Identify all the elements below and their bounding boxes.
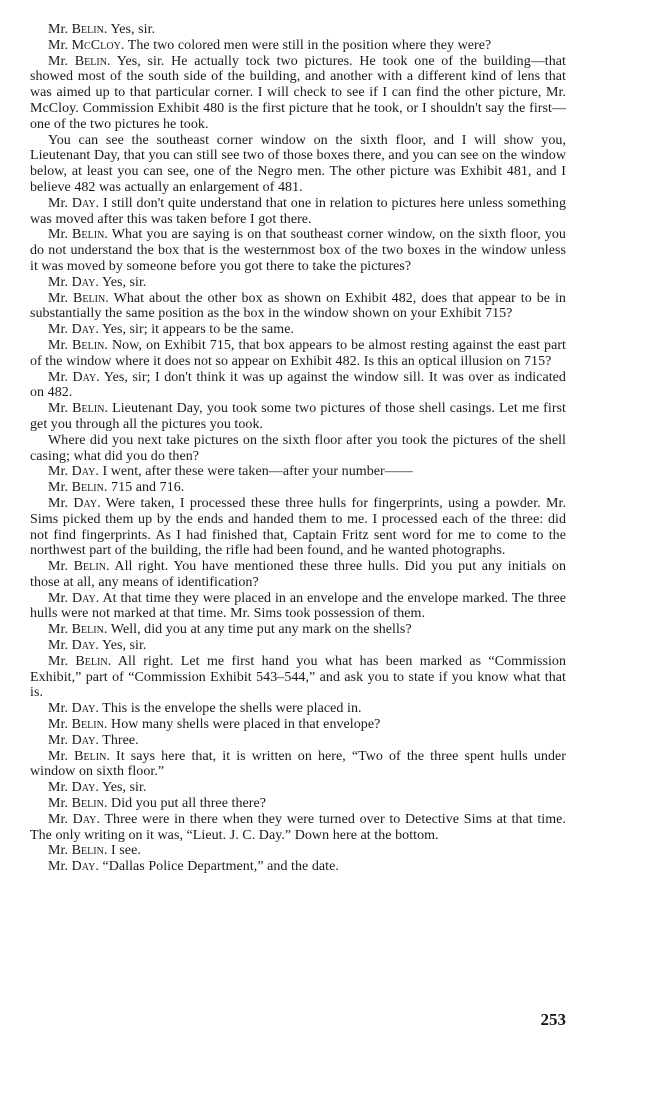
- testimony-paragraph: [30, 717, 566, 733]
- speaker-title: Mr.: [48, 717, 68, 733]
- speaker-name: Day.: [71, 732, 99, 748]
- speaker-name: Belin.: [71, 622, 108, 638]
- speaker-title: Mr.: [48, 464, 68, 480]
- speaker-name: Day.: [72, 811, 101, 827]
- speaker-name: Day.: [71, 638, 99, 654]
- testimony-paragraph: [30, 591, 566, 623]
- testimony-paragraph: [30, 227, 566, 274]
- speaker-name: Day.: [72, 369, 100, 385]
- speaker-title: Mr.: [48, 495, 68, 511]
- testimony-paragraph: [30, 401, 566, 433]
- paragraph-text: I went, after these were taken—after your number——: [102, 464, 413, 480]
- testimony-paragraph: [30, 622, 566, 638]
- testimony-paragraph: [30, 196, 566, 228]
- paragraph-text: What about the other box as shown on Exhibit 482, does that appear to be in substantially the same position as the box in the window shown on your Exhibit 715?: [30, 290, 566, 322]
- speaker-name: Day.: [71, 780, 99, 796]
- speaker-title: Mr.: [48, 480, 68, 496]
- speaker-title: Mr.: [48, 322, 68, 338]
- speaker-name: Day.: [71, 464, 99, 480]
- testimony-paragraph: [30, 796, 566, 812]
- paragraph-text: It says here that, it is written on here, “Two of the three spent hulls under window on sixth floor.”: [30, 748, 566, 780]
- speaker-title: Mr.: [48, 843, 68, 859]
- speaker-name: Belin.: [73, 559, 110, 575]
- paragraph-text: All right. You have mentioned these three hulls. Did you put any initials on those at all, any means of identification?: [30, 559, 566, 590]
- paragraph-text: Yes, sir.: [110, 22, 156, 37]
- paragraph-text: I still don't quite understand that one in relation to pictures here unless something was moved after this was taken before I got there.: [30, 195, 566, 227]
- speaker-name: Belin.: [74, 748, 110, 764]
- speaker-name: Belin.: [72, 290, 109, 306]
- speaker-title: Mr.: [48, 653, 68, 669]
- testimony-paragraph: [30, 38, 566, 54]
- speaker-name: Day.: [71, 322, 99, 338]
- speaker-name: Belin.: [72, 401, 109, 417]
- testimony-paragraph: [30, 496, 566, 559]
- paragraph-text: How many shells were placed in that envelope?: [111, 717, 381, 733]
- paragraph-text: All right. Let me first hand you what has been marked as “Commission Exhibit,” part of “Commission Exhibit 543–544,” and ask you to state if you know what that is.: [30, 653, 566, 701]
- paragraph-text: Lieutenant Day, you took some two pictures of those shell casings. Let me first get you through all the pictures you took.: [30, 401, 566, 432]
- testimony-paragraph: [30, 701, 566, 717]
- speaker-title: Mr.: [48, 622, 68, 638]
- paragraph-text: Yes, sir; I don't think it was up against the window sill. It was over as indicated on 482.: [30, 369, 566, 401]
- speaker-title: Mr.: [48, 22, 68, 37]
- paragraph-text: Were taken, I processed these three hulls for fingerprints, using a powder. Mr. Sims picked them up by the ends and handed them to me. I processed each of the three: did not find fingerprints. As I had finished that, Captain Fritz sent word for me to come to the northwest part of the building, the rifle had been found, and he wanted photographs.: [30, 495, 566, 559]
- testimony-paragraph: [30, 859, 566, 875]
- paragraph-text: Yes, sir. He actually tock two pictures. He took one of the building—that showed most of the south side of the building, and another with a different kind of lens that was aimed up to that particular corner. I will check to see if I can find the other picture, Mr. McCloy. Commission Exhibit 480 is the first picture that he took, or I shouldn't say the first—one of the two pictures he took.: [30, 53, 566, 132]
- paragraph-text: Yes, sir; it appears to be the same.: [101, 322, 295, 338]
- speaker-name: Day.: [73, 495, 101, 511]
- speaker-name: Day.: [71, 859, 99, 875]
- speaker-title: Mr.: [48, 401, 68, 417]
- speaker-title: Mr.: [48, 559, 68, 575]
- paragraph-text: Three.: [102, 732, 139, 748]
- testimony-paragraph: [30, 54, 566, 133]
- speaker-name: Belin.: [72, 337, 108, 353]
- testimony-paragraph: [30, 338, 566, 370]
- speaker-title: Mr.: [48, 274, 68, 290]
- testimony-paragraph: [30, 654, 566, 701]
- speaker-name: Belin.: [71, 22, 108, 37]
- paragraph-text: Where did you next take pictures on the sixth floor after you took the pictures of the shell casing; what did you do then?: [30, 432, 566, 464]
- speaker-name: Belin.: [71, 843, 108, 859]
- testimony-paragraph: [30, 780, 566, 796]
- paragraph-text: 715 and 716.: [111, 480, 185, 496]
- testimony-paragraph: [30, 749, 566, 781]
- paragraph-text: The two colored men were still in the position where they were?: [127, 37, 492, 53]
- testimony-paragraph: [30, 559, 566, 591]
- speaker-title: Mr.: [48, 290, 68, 306]
- speaker-name: Day.: [71, 701, 99, 717]
- speaker-title: Mr.: [48, 227, 68, 243]
- speaker-name: Belin.: [75, 653, 112, 669]
- speaker-title: Mr.: [48, 732, 68, 748]
- paragraph-text: Did you put all three there?: [111, 796, 267, 812]
- testimony-paragraph: [30, 322, 566, 338]
- speaker-name: Belin.: [74, 53, 111, 69]
- speaker-title: Mr.: [48, 748, 68, 764]
- speaker-title: Mr.: [48, 337, 68, 353]
- speaker-title: Mr.: [48, 780, 68, 796]
- speaker-name: Day.: [71, 590, 100, 606]
- paragraph-text: Yes, sir.: [101, 638, 147, 654]
- testimony-paragraph: [30, 733, 566, 749]
- paragraph-text: Well, did you at any time put any mark on the shells?: [110, 622, 412, 638]
- testimony-paragraph: [30, 464, 566, 480]
- testimony-paragraph: [30, 370, 566, 402]
- paragraph-text: Three were in there when they were turned over to Detective Sims at that time. The only writing on it was, “Lieut. J. C. Day.” Down here at the bottom.: [30, 811, 566, 843]
- page-number: 253: [540, 1010, 566, 1029]
- transcript-body: [30, 22, 566, 875]
- speaker-title: Mr.: [48, 811, 68, 827]
- testimony-paragraph: [30, 638, 566, 654]
- speaker-title: Mr.: [48, 37, 68, 53]
- testimony-paragraph: [30, 275, 566, 291]
- testimony-paragraph: [30, 22, 566, 38]
- speaker-title: Mr.: [48, 369, 68, 385]
- paragraph-text: You can see the southeast corner window on the sixth floor, and I will show you, Lieutenant Day, that you can still see two of those boxes there, and you can see on the window below, at least you can see, one of the Negro men. The other picture was Exhibit 481, and I believe 482 was actually an enlargement of 481.: [30, 132, 566, 195]
- paragraph-text: I see.: [111, 843, 141, 859]
- paragraph-text: What you are saying is on that southeast corner window, on the sixth floor, you do not understand the box that is the westernmost box of the two boxes in the window unless it was moved by someone before you got there to take the pictures?: [30, 227, 566, 274]
- speaker-title: Mr.: [48, 796, 68, 812]
- paragraph-text: At that time they were placed in an envelope and the envelope marked. The three hulls were not marked at that time. Mr. Sims took possession of them.: [30, 590, 566, 622]
- testimony-paragraph: [30, 843, 566, 859]
- testimony-paragraph: [30, 812, 566, 844]
- paragraph-text: Now, on Exhibit 715, that box appears to be almost resting against the east part of the window where it does not so appear on Exhibit 482. Is this an optical illusion on 715?: [30, 337, 566, 369]
- testimony-paragraph: [30, 291, 566, 323]
- paragraph-text: “Dallas Police Department,” and the date.: [102, 859, 339, 875]
- speaker-name: Day.: [71, 195, 100, 211]
- speaker-name: Belin.: [71, 796, 108, 812]
- paragraph-text: Yes, sir.: [101, 274, 147, 290]
- speaker-name: McCloy.: [71, 37, 125, 53]
- speaker-name: Belin.: [71, 480, 108, 496]
- speaker-name: Belin.: [71, 717, 108, 733]
- speaker-name: Day.: [71, 274, 99, 290]
- speaker-title: Mr.: [48, 590, 68, 606]
- paragraph-text: This is the envelope the shells were placed in.: [102, 701, 362, 717]
- continuation-paragraph: [30, 433, 566, 465]
- paragraph-text: Yes, sir.: [101, 780, 147, 796]
- speaker-title: Mr.: [48, 859, 68, 875]
- speaker-title: Mr.: [48, 701, 68, 717]
- testimony-paragraph: [30, 480, 566, 496]
- speaker-title: Mr.: [48, 53, 68, 69]
- speaker-title: Mr.: [48, 638, 68, 654]
- continuation-paragraph: [30, 133, 566, 196]
- speaker-title: Mr.: [48, 195, 68, 211]
- speaker-name: Belin.: [72, 227, 108, 243]
